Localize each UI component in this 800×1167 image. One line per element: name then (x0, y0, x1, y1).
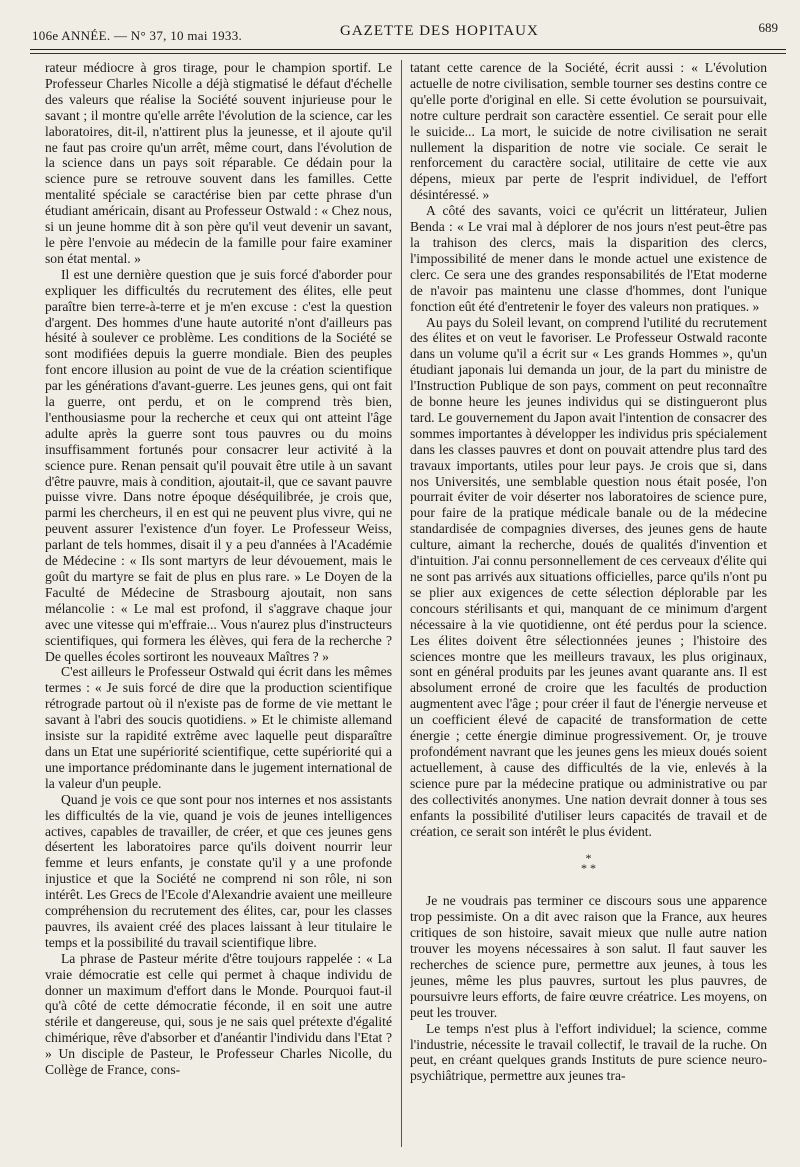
paragraph: La phrase de Pasteur mérite d'être toujours rappelée : « La vraie démocratie est celle qui permet à chaque individu de donner un maximum d'effort dans le Monde. Pourquoi faut-il qu'à côté de cette démocratie féconde, il en soit une autre stérile et dangereuse, qui, sous je ne sais quel prétexte d'égalité chimérique, rêve d'absorber et d'anéantir l'individu dans l'Etat ? » Un disciple de Pasteur, le Professeur Charles Nicolle, du Collège de France, cons- (45, 950, 392, 1078)
paragraph: Quand je vois ce que sont pour nos internes et nos assistants les difficultés de la vie, quand je vois de jeunes intelligences actives, capables de travailler, de créer, et que ces jeunes gens désertent les laboratoires parce qu'ils doivent nourrir leur femme et leurs enfants, je constate qu'il y a une profonde injustice et que la Société ne comprend ni son rôle, ni son intérêt. Les Grecs de l'Ecole d'Alexandrie avaient une meilleure compréhension du recrutement des élites, car, pour les classes pauvres, ils avaient créé des places laissant à leur titulaire le temps et la possibilité du travail scientifique libre. (45, 791, 392, 950)
section-separator (410, 851, 767, 876)
column-divider (401, 60, 402, 1147)
separator-stars: * * * (581, 851, 596, 876)
left-column (45, 60, 392, 1157)
journal-title: GAZETTE DES HOPITAUX (340, 23, 539, 39)
paragraph: C'est ailleurs le Professeur Ostwald qui écrit dans les mêmes termes : « Je suis forcé de dire que la production scientifique rétrograde partout où il n'existe pas de forme de vie mettant le savant à l'abri des soucis quotidiens. » Et le chimiste allemand insiste sur la rapidité extrême avec laquelle peut disparaître dans un Etat une supériorité scientifique, cette supériorité qui a une importance prédominante dans le jugement international de la valeur d'un peuple. (45, 664, 392, 791)
header-rule-thin (30, 53, 786, 54)
running-header (28, 20, 786, 48)
paragraph: Au pays du Soleil levant, on comprend l'utilité du recrutement des élites et on veut le favoriser. Le Professeur Ostwald raconte dans un volume qu'il a écrit sur « Les grands Hommes », qu'un étudiant japonais lui demanda un jour, de la part du ministre de l'Instruction Publique de son pays, comment on peut reconnaître de bonne heure les jeunes individus qui se distingueront plus tard. Le gouvernement du Japon avait l'intention de consacrer des sommes importantes à développer les individus pris spécialement dans les classes pauvres et dont on pouvait attendre plus tard des travaux importants, utiles pour leur pays. Je crois que si, dans nos Universités, une semblable question nous était posée, l'on pourrait éviter de voir déserter nos laboratoires de science pure, pour faire de la pratique médicale banale ou de la médecine standardisée de compagnies diverses, des jeunes gens de haute culture, aimant la recherche, doués de qualités d'invention et d'intuition. J'ai connu personnellement de ces cerveaux d'élite qui ne sont pas arrivés aux situations officielles, parce qu'ils n'ont pu se plier aux exigences de cette sélection déplorable par les concours stérilisants et qui, manquant de ce minimum d'argent nécessaire à la vie quotidienne, ont été perdus pour la science. Les élites doivent être sélectionnées jeunes ; l'histoire des sciences montre que les meilleurs travaux, les plus originaux, sont en général produits par les jeunes avant quarante ans. Il est absolument erroné de croire que les facultés de production augmentent avec l'âge ; pour créer il faut de l'énergie nerveuse et un coefficient élevé de capacité de transformation de cette énergie ; cette énergie diminue progressivement. Or, je trouve profondément navrant que les jeunes gens les mieux doués soient actuellement, à cause des difficultés de la vie, enlevés à la science pure par la médecine pratique ou administrative ou par des collectivités anonymes. Une nation devrait donner à tous ses enfants la possibilité d'utiliser leurs capacités de travail et de création, ce serait son intérêt le plus évident. (410, 314, 767, 839)
paragraph: Il est une dernière question que je suis forcé d'aborder pour expliquer les difficultés du recrutement des élites, elle peut paraître bien terre-à-terre et je m'en excuse : c'est la question d'argent. Des hommes d'une haute autorité n'ont d'ailleurs pas hésité à soulever ce problème. Les conditions de la Société se sont modifiées depuis la guerre mondiale. Bien des peuples font encore illusion au point de vue de la création scientifique par les générations d'avant-guerre. Les jeunes gens, qui ont fait la guerre, ont perdu, et on le comprend très bien, l'enthousiasme pour la recherche et ceux qui ont atteint l'âge adulte après la guerre sont tous pauvres ou du moins insuffisamment fortunés pour consacrer leur activité à la science pure. Renan pensait qu'il pouvait être utile à un savant d'être pauvre, mais à condition, ajoutait-il, que ce savant pauvre puisse vivre. Dans notre époque déséquilibrée, je crois que, parmi les chercheurs, il en est qui ne peuvent plus vivre, qui ne peuvent assurer l'existence d'un foyer. Le Professeur Weiss, parlant de tels hommes, disait il y a peu d'années à l'Académie de Médecine : « Ils sont martyrs de leur dévouement, mais le goût du martyre se fait de plus en plus rare. » Le Doyen de la Faculté de Médecine de Strasbourg ajoutait, non sans mélancolie : « Le mal est profond, il s'aggrave chaque jour avec une vitesse qui m'effraie... Vous n'aurez plus d'instructeurs scientifiques, qui formera les élèves, qui fera de la recherche ? De quelles écoles sortiront les nouveaux Maîtres ? » (45, 266, 392, 664)
page-number: 689 (758, 20, 778, 35)
right-column (410, 60, 767, 1157)
paragraph: A côté des savants, voici ce qu'écrit un littérateur, Julien Benda : « Le vrai mal à déplorer de nos jours n'est peut-être pas la trahison des clercs, mais la disparition des clercs, l'impossibilité de mener dans le monde actuel une existence de clerc. Ce sera une des grandes responsabilités de l'Etat moderne de n'avoir pas maintenu une classe d'hommes, dont l'unique fonction eût été d'entretenir le foyer des valeurs non pratiques. » (410, 203, 767, 314)
paragraph: tatant cette carence de la Société, écrit aussi : « L'évolution actuelle de notre civilisation, semble tourner ses destins contre ce qu'elle porte d'original en elle. Si cette évolution se poursuivait, notre culture perdrait son caractère essentiel. Ce serait pour elle le suicide... La mort, le suicide de notre civilisation ne serait nullement la disparition de notre vie sociale. Ce serait le renforcement du caractère social, utilitaire de cette vie aux dépens, mieux par perte de l'esprit individuel, de l'effort désintéressé. » (410, 60, 767, 203)
paragraph: Le temps n'est plus à l'effort individuel; la science, comme l'industrie, nécessite le travail collectif, le travail de la ruche. On peut, en créant quelques grands Instituts de pure science neuro-psychiâtrique, permettre aux jeunes tra- (410, 1020, 767, 1084)
header-rule (30, 49, 786, 50)
paragraph: rateur médiocre à gros tirage, pour le champion sportif. Le Professeur Charles Nicolle a déjà stigmatisé le défaut d'échelle des valeurs que réalise la Société souvent injurieuse pour le savant ; il montre qu'elle arrête l'évolution de la science, car les laboratoires, dit-il, n'attirent plus la jeunesse, et il ajoute qu'il ne faut pas croire qu'un arrêt, même court, dans l'évolution de la science dans un pays soit réparable. Ce dédain pour la science pure se retrouve souvent dans les familles. Cette mentalité spéciale se caractérise bien par cette phrase d'un étudiant américain, disant au Professeur Ostwald : « Chez nous, si un jeune homme dit à son père qu'il veut devenir un savant, le père l'envoie au médecin de la famille pour faire examiner son état mental. » (45, 60, 392, 266)
paragraph: Je ne voudrais pas terminer ce discours sous une apparence trop pessimiste. On a dit avec raison que la France, aux heures critiques de son histoire, savait mieux que nulle autre nation trouver les moyens nécessaires à son salut. Il faut sauver les recherches de science pure, permettre aux jeunes, à tous les jeunes, même les plus pauvres, surtout les plus pauvres, de poursuivre leurs efforts, de faire œuvre créatrice. Les moyens, on peut les trouver. (410, 893, 767, 1020)
issue-line: 106e ANNÉE. — N° 37, 10 mai 1933. (32, 28, 243, 43)
